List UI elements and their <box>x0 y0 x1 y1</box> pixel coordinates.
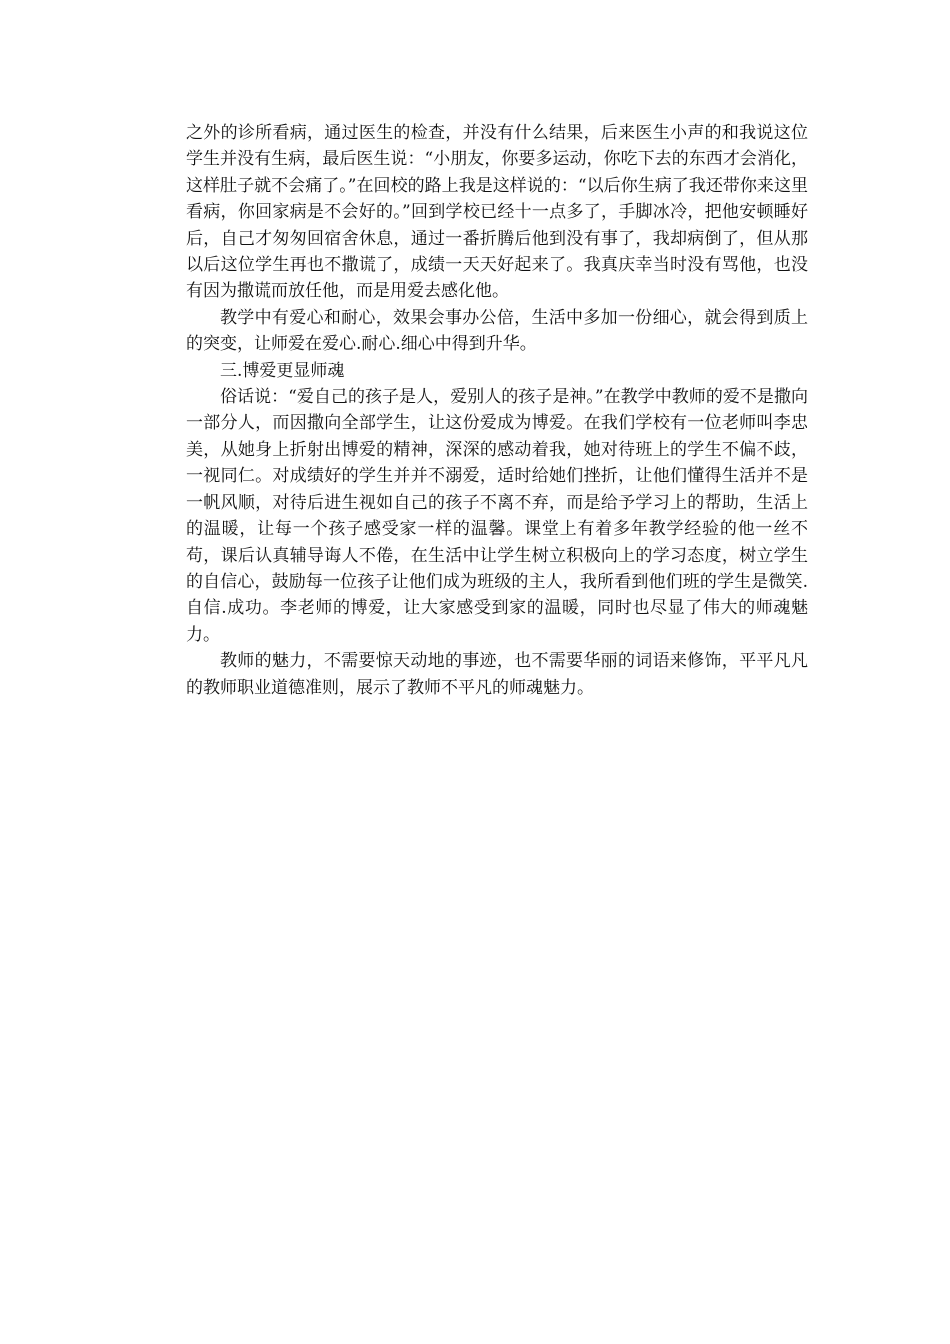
paragraph-patience: 教学中有爱心和耐心，效果会事办公倍，生活中多加一份细心，就会得到质上的突变，让师爱在爱心.耐心.细心中得到升华。 <box>186 307 808 355</box>
document-body <box>186 120 808 701</box>
paragraph-conclusion: 教师的魅力，不需要惊天动地的事迹，也不需要华丽的词语来修饰，平平凡凡的教师职业道德准则，展示了教师不平凡的师魂魅力。 <box>186 651 808 698</box>
paragraph-universal-love: 俗话说：“爱自己的孩子是人，爱别人的孩子是神。”在教学中教师的爱不是撒向一部分人，而因撒向全部学生，让这份爱成为博爱。在我们学校有一位老师叫李忠美，从她身上折射出博爱的精神，深深的感动着我，她对待班上的学生不偏不歧，一视同仁。对成绩好的学生并并不溺爱，适时给她们挫折，让他们懂得生活并不是一帆风顺，对待后进生视如自己的孩子不离不弃，而是给予学习上的帮助，生活上的温暖，让每一个孩子感受家一样的温馨。课堂上有着多年教学经验的他一丝不苟，课后认真辅导诲人不倦，在生活中让学生树立积极向上的学习态度，树立学生的自信心，鼓励每一位孩子让他们成为班级的主人，我所看到他们班的学生是微笑.自信.成功。李老师的博爱，让大家感受到家的温暖，同时也尽显了伟大的师魂魅力。 <box>186 387 808 645</box>
paragraph-continued: 之外的诊所看病，通过医生的检查，并没有什么结果，后来医生小声的和我说这位学生并没有生病，最后医生说：“小朋友，你要多运动，你吃下去的东西才会消化，这样肚子就不会痛了。”在回校的路上我是这样说的：“以后你生病了我还带你来这里看病，你回家病是不会好的。”回到学校已经十一点多了，手脚冰冷，把他安顿睡好后，自己才匆匆回宿舍休息，通过一番折腾后他到没有事了，我却病倒了，但从那以后这位学生再也不撒谎了，成绩一天天好起来了。我真庆幸当时没有骂他，也没有因为撒谎而放任他，而是用爱去感化他。 <box>186 123 808 302</box>
section-heading: 三.博爱更显师魂 <box>220 360 345 381</box>
